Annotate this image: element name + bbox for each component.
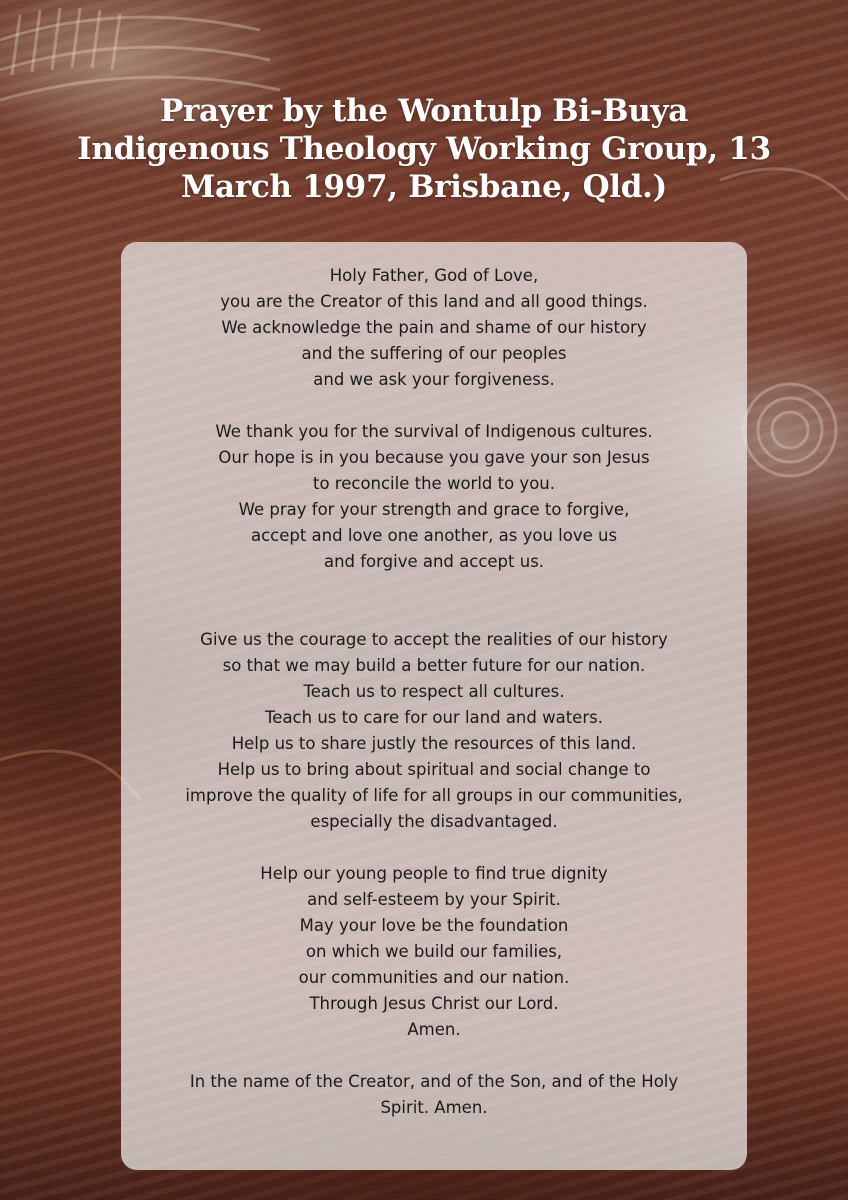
- stanza-3: [121, 627, 747, 835]
- prayer-line: Our hope is in you because you gave your son Jesus: [218, 448, 650, 467]
- stanza-1: [121, 263, 747, 393]
- prayer-line: We thank you for the survival of Indigenous cultures.: [215, 422, 653, 441]
- prayer-line: Amen.: [407, 1020, 461, 1039]
- prayer-line: and we ask your forgiveness.: [313, 370, 555, 389]
- prayer-line: and self-esteem by your Spirit.: [307, 890, 561, 909]
- prayer-line: Holy Father, God of Love,: [329, 266, 539, 285]
- prayer-line: and the suffering of our peoples: [301, 344, 567, 363]
- title-line-1: Prayer by the Wontulp Bi-Buya: [159, 93, 689, 129]
- prayer-line: Teach us to care for our land and waters.: [265, 708, 603, 727]
- prayer-line: accept and love one another, as you love us: [250, 526, 618, 545]
- prayer-line: especially the disadvantaged.: [310, 812, 558, 831]
- prayer-line: improve the quality of life for all groups in our communities,: [185, 786, 683, 805]
- prayer-line: In the name of the Creator, and of the Son, and of the Holy: [189, 1072, 679, 1091]
- prayer-line: Help us to share justly the resources of this land.: [231, 734, 637, 753]
- prayer-line: our communities and our nation.: [298, 968, 570, 987]
- stanza-2: [121, 419, 747, 575]
- prayer-line: Give us the courage to accept the realities of our history: [200, 630, 668, 649]
- stanza-5: [121, 1069, 747, 1121]
- prayer-line: Help us to bring about spiritual and social change to: [217, 760, 651, 779]
- prayer-line: Through Jesus Christ our Lord.: [309, 994, 559, 1013]
- prayer-line: Spirit. Amen.: [380, 1098, 488, 1117]
- prayer-line: We acknowledge the pain and shame of our history: [221, 318, 647, 337]
- prayer-line: Help our young people to find true dignity: [260, 864, 608, 883]
- title-line-2: Indigenous Theology Working Group, 13: [77, 131, 771, 167]
- prayer-line: Teach us to respect all cultures.: [303, 682, 565, 701]
- prayer-line: May your love be the foundation: [299, 916, 569, 935]
- title-line-3: March 1997, Brisbane, Qld.): [181, 169, 667, 205]
- prayer-line: We pray for your strength and grace to forgive,: [238, 500, 630, 519]
- prayer-title: [60, 92, 788, 206]
- prayer-line: you are the Creator of this land and all good things.: [220, 292, 648, 311]
- prayer-line: so that we may build a better future for our nation.: [222, 656, 646, 675]
- prayer-text: [121, 263, 747, 1121]
- stanza-4: [121, 861, 747, 1043]
- prayer-line: on which we build our families,: [305, 942, 563, 961]
- prayer-line: to reconcile the world to you.: [312, 474, 555, 493]
- prayer-line: and forgive and accept us.: [323, 552, 545, 571]
